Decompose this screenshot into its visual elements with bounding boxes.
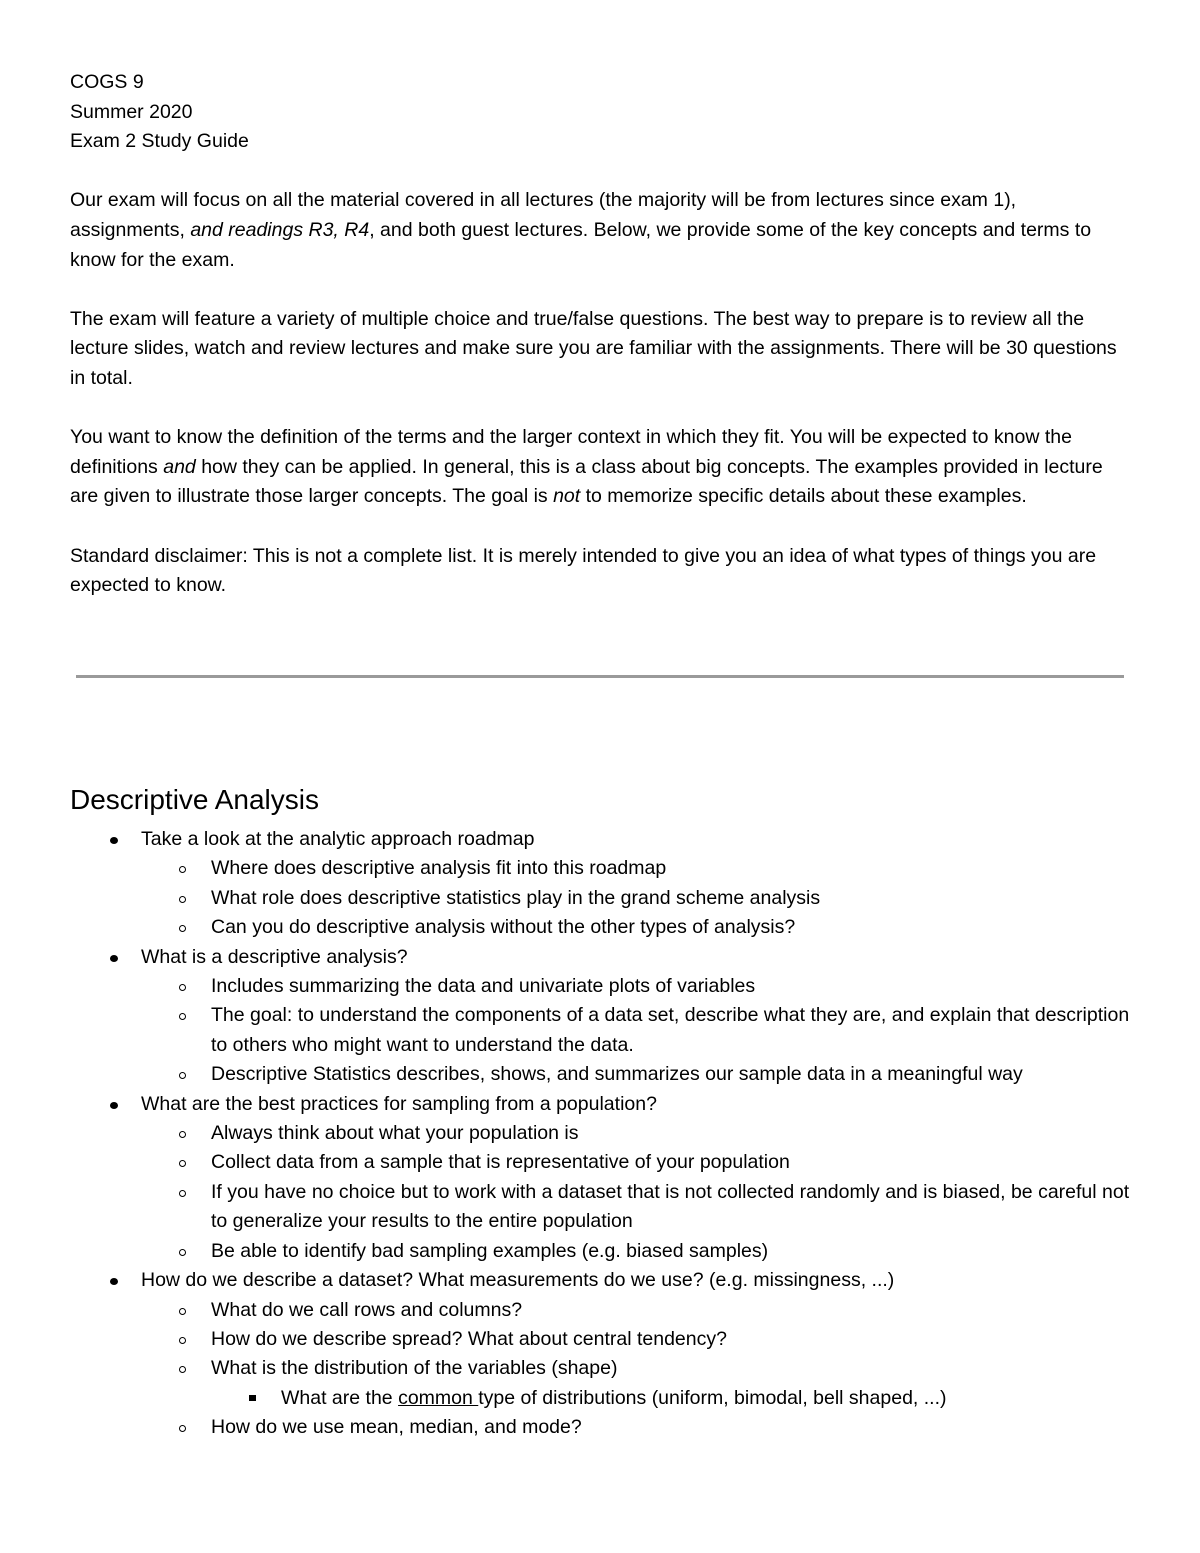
disclaimer-paragraph: Standard disclaimer: This is not a complete list. It is merely intended to give you an idea of what types of things you are expected to know. bbox=[70, 544, 1097, 597]
sub-list-item: What do we call rows and columns? bbox=[141, 1296, 1132, 1325]
course-term: Summer 2020 bbox=[70, 100, 193, 123]
circle-bullet-icon bbox=[179, 1366, 186, 1373]
circle-bullet-icon bbox=[179, 984, 186, 991]
sub-list-item: Descriptive Statistics describes, shows, and summarizes our sample data in a meaningful way bbox=[141, 1060, 1132, 1089]
descriptive-analysis-section bbox=[70, 780, 1132, 1443]
circle-bullet-icon bbox=[179, 1072, 186, 1079]
circle-bullet-icon bbox=[179, 1190, 186, 1197]
intro-paragraph-2: The exam will feature a variety of multiple choice and true/false questions. The best way to prepare is to review all the lecture slides, watch and review lectures and make sure you are familiar with the assignments. There will be 30 questions in total. bbox=[70, 307, 1117, 389]
underlined-text: common bbox=[398, 1386, 479, 1409]
sub-list-item: Can you do descriptive analysis without the other types of analysis? bbox=[141, 913, 1132, 942]
circle-bullet-icon bbox=[179, 1160, 186, 1167]
bullet-icon bbox=[110, 1278, 118, 1285]
square-bullet-icon bbox=[249, 1395, 256, 1401]
sub-list bbox=[141, 854, 1132, 942]
document-body bbox=[70, 68, 1132, 601]
topic-list bbox=[70, 825, 1132, 1443]
list-item: What are the best practices for sampling from a population? Always think about what your population is Collect data from a sample that is representative of your population If you have no choice but to work with a dataset that is not collected randomly and is biased, be careful not to generalize your results to the entire population Be able to identify bad sampling examples (e.g. biased samples) bbox=[70, 1090, 1132, 1266]
sub-list-item: Be able to identify bad sampling examples (e.g. biased samples) bbox=[141, 1237, 1132, 1266]
list-item: What is a descriptive analysis? Includes summarizing the data and univariate plots of variables The goal: to understand the components of a data set, describe what they are, and explain that description to others who might want to understand the data. Descriptive Statistics describes, shows, and summarizes our sample data in a meaningful way bbox=[70, 943, 1132, 1090]
sub-list-item: The goal: to understand the components of a data set, describe what they are, and explain that description to others who might want to understand the data. bbox=[141, 1001, 1132, 1060]
sub-sub-list-item: What are the common type of distributions (uniform, bimodal, bell shaped, ...) bbox=[211, 1384, 1132, 1413]
circle-bullet-icon bbox=[179, 925, 186, 932]
list-item: How do we describe a dataset? What measurements do we use? (e.g. missingness, ...) What do we call rows and columns? How do we describe spread? What about central tendency? What is the distribution of the variables (shape) What are the common type of distributions (uniform, bimodal, bell shaped, ...) How do we use mean, median, and mode? bbox=[70, 1266, 1132, 1442]
sub-list-item: What role does descriptive statistics play in the grand scheme analysis bbox=[141, 884, 1132, 913]
bullet-icon bbox=[110, 1102, 118, 1109]
circle-bullet-icon bbox=[179, 1131, 186, 1138]
sub-list-item: What is the distribution of the variables (shape) What are the common type of distributions (uniform, bimodal, bell shaped, ...) bbox=[141, 1354, 1132, 1413]
bullet-icon bbox=[110, 955, 118, 962]
bullet-icon bbox=[110, 837, 118, 844]
course-code: COGS 9 bbox=[70, 71, 144, 93]
sub-list-item: Includes summarizing the data and univariate plots of variables bbox=[141, 972, 1132, 1001]
horizontal-divider bbox=[76, 675, 1124, 678]
document-title: Exam 2 Study Guide bbox=[70, 130, 249, 153]
circle-bullet-icon bbox=[179, 1337, 186, 1344]
sub-list-item: Collect data from a sample that is representative of your population bbox=[141, 1148, 1132, 1177]
sub-list-item: How do we use mean, median, and mode? bbox=[141, 1413, 1132, 1442]
circle-bullet-icon bbox=[179, 1308, 186, 1315]
sub-list bbox=[141, 1296, 1132, 1443]
intro-paragraph-1: Our exam will focus on all the material covered in all lectures (the majority will be from lectures since exam 1), assignments, and readings R3, R4, and both guest lectures. Below, we provide some of the key concepts and terms to know for the exam. bbox=[70, 189, 1092, 271]
sub-list-item: If you have no choice but to work with a dataset that is not collected randomly and is biased, be careful not to generalize your results to the entire population bbox=[141, 1178, 1132, 1237]
sub-list-item: Where does descriptive analysis fit into this roadmap bbox=[141, 854, 1132, 883]
section-heading: Descriptive Analysis bbox=[70, 784, 319, 815]
circle-bullet-icon bbox=[179, 1249, 186, 1256]
circle-bullet-icon bbox=[179, 1013, 186, 1020]
list-item: Take a look at the analytic approach roadmap Where does descriptive analysis fit into this roadmap What role does descriptive statistics play in the grand scheme analysis Can you do descriptive analysis without the other types of analysis? bbox=[70, 825, 1132, 943]
sub-list bbox=[141, 1119, 1132, 1266]
sub-list-item: How do we describe spread? What about central tendency? bbox=[141, 1325, 1132, 1354]
circle-bullet-icon bbox=[179, 1425, 186, 1432]
sub-sub-list bbox=[211, 1384, 1132, 1413]
circle-bullet-icon bbox=[179, 896, 186, 903]
intro-paragraph-3: You want to know the definition of the terms and the larger context in which they fit. You will be expected to know the definitions and how they can be applied. In general, this is a class about big concepts. The examples provided in lecture are given to illustrate those larger concepts. The goal is not to memorize specific details about these examples. bbox=[70, 426, 1103, 508]
sub-list-item: Always think about what your population is bbox=[141, 1119, 1132, 1148]
sub-list bbox=[141, 972, 1132, 1090]
circle-bullet-icon bbox=[179, 866, 186, 873]
